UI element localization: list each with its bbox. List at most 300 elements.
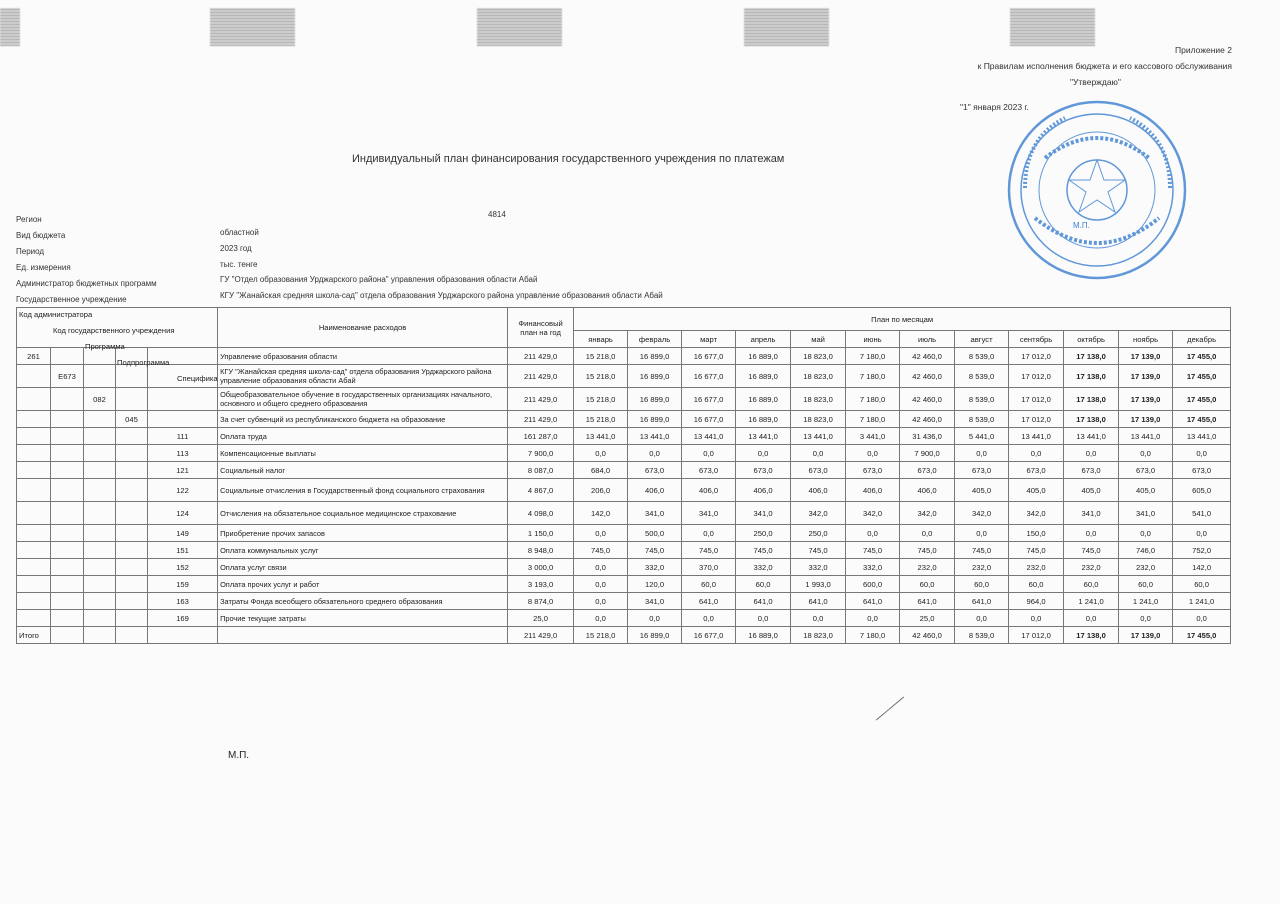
month-value-cell: 341,0 (1119, 502, 1173, 525)
month-value-cell: 0,0 (955, 525, 1009, 542)
code-cell (116, 462, 148, 479)
total-month-cell: 16 677,0 (682, 627, 736, 644)
month-value-cell: 745,0 (791, 542, 846, 559)
code-cell: 082 (84, 388, 116, 411)
month-header: июль (900, 331, 955, 348)
document-title: Индивидуальный план финансирования государственного учреждения по платежам (352, 153, 785, 165)
total-year-cell: 211 429,0 (508, 627, 574, 644)
month-value-cell: 745,0 (900, 542, 955, 559)
code-cell: 113 (148, 445, 218, 462)
month-value-cell: 7 180,0 (846, 411, 900, 428)
month-value-cell: 17 012,0 (1009, 388, 1064, 411)
month-value-cell: 641,0 (682, 593, 736, 610)
month-value-cell: 17 455,0 (1173, 365, 1231, 388)
month-value-cell: 7 900,0 (900, 445, 955, 462)
table-row (17, 479, 1231, 502)
month-value-cell: 0,0 (1173, 445, 1231, 462)
code-header-program: Программа (85, 342, 125, 351)
meta-label-period: Период (16, 247, 45, 256)
month-value-cell: 0,0 (791, 610, 846, 627)
code-cell (116, 365, 148, 388)
code-cell (51, 542, 84, 559)
year-total-cell: 4 867,0 (508, 479, 574, 502)
month-value-cell: 0,0 (682, 445, 736, 462)
name-header: Наименование расходов (218, 308, 508, 348)
total-month-cell: 7 180,0 (846, 627, 900, 644)
month-value-cell: 250,0 (791, 525, 846, 542)
expense-name-cell: Оплата прочих услуг и работ (218, 576, 508, 593)
code-cell (51, 388, 84, 411)
code-cell (51, 593, 84, 610)
code-cell (17, 462, 51, 479)
scan-artifact (1010, 8, 1095, 46)
month-value-cell: 405,0 (1064, 479, 1119, 502)
expense-name-cell: Оплата коммунальных услуг (218, 542, 508, 559)
month-value-cell: 13 441,0 (1009, 428, 1064, 445)
table-row (17, 593, 1231, 610)
month-value-cell: 605,0 (1173, 479, 1231, 502)
month-value-cell: 673,0 (736, 462, 791, 479)
meta-label-institution: Государственное учреждение (16, 295, 127, 304)
month-header: май (791, 331, 846, 348)
code-cell (51, 479, 84, 502)
month-value-cell: 16 889,0 (736, 365, 791, 388)
meta-value-administrator: ГУ "Отдел образования Урджарского района" управления образования области Абай (220, 275, 538, 284)
table-row (17, 576, 1231, 593)
year-total-cell: 211 429,0 (508, 411, 574, 428)
code-cell (84, 445, 116, 462)
month-value-cell: 0,0 (1119, 445, 1173, 462)
pen-mark (876, 697, 904, 721)
month-value-cell: 0,0 (846, 445, 900, 462)
table-row (17, 610, 1231, 627)
month-value-cell: 13 441,0 (628, 428, 682, 445)
code-header-admin: Код администратора (19, 310, 93, 319)
code-cell (17, 428, 51, 445)
month-value-cell: 7 180,0 (846, 348, 900, 365)
table-row (17, 542, 1231, 559)
code-cell (84, 525, 116, 542)
month-value-cell: 232,0 (900, 559, 955, 576)
month-value-cell: 745,0 (955, 542, 1009, 559)
month-header: июнь (846, 331, 900, 348)
month-value-cell: 17 139,0 (1119, 348, 1173, 365)
month-value-cell: 745,0 (574, 542, 628, 559)
code-cell (116, 593, 148, 610)
code-cell (116, 388, 148, 411)
month-value-cell: 1 241,0 (1173, 593, 1231, 610)
month-value-cell: 0,0 (791, 445, 846, 462)
code-cell (84, 559, 116, 576)
year-total-cell: 8 948,0 (508, 542, 574, 559)
month-header: март (682, 331, 736, 348)
month-value-cell: 17 455,0 (1173, 411, 1231, 428)
month-value-cell: 641,0 (846, 593, 900, 610)
month-value-cell: 0,0 (574, 610, 628, 627)
month-value-cell: 5 441,0 (955, 428, 1009, 445)
month-value-cell: 745,0 (1064, 542, 1119, 559)
month-value-cell: 673,0 (628, 462, 682, 479)
scan-artifact (210, 8, 295, 46)
month-value-cell: 341,0 (628, 593, 682, 610)
year-total-cell: 161 287,0 (508, 428, 574, 445)
month-value-cell: 406,0 (736, 479, 791, 502)
table-row (17, 445, 1231, 462)
code-cell: 163 (148, 593, 218, 610)
month-value-cell: 332,0 (628, 559, 682, 576)
month-value-cell: 250,0 (736, 525, 791, 542)
financing-plan-table (16, 307, 1231, 644)
total-month-cell: 16 889,0 (736, 627, 791, 644)
approve-date: "1" января 2023 г. (960, 102, 1029, 112)
month-value-cell: 15 218,0 (574, 348, 628, 365)
code-cell (116, 502, 148, 525)
code-cell: 124 (148, 502, 218, 525)
approve-label: "Утверждаю" (1070, 77, 1121, 87)
month-value-cell: 142,0 (574, 502, 628, 525)
month-value-cell: 405,0 (955, 479, 1009, 502)
code-cell (51, 610, 84, 627)
month-value-cell: 16 677,0 (682, 348, 736, 365)
month-value-cell: 0,0 (1009, 610, 1064, 627)
code-cell (51, 348, 84, 365)
month-header: декабрь (1173, 331, 1231, 348)
month-value-cell: 13 441,0 (1173, 428, 1231, 445)
expense-name-cell: Отчисления на обязательное социальное медицинское страхование (218, 502, 508, 525)
month-value-cell: 406,0 (791, 479, 846, 502)
month-value-cell: 17 138,0 (1064, 348, 1119, 365)
code-cell (51, 525, 84, 542)
month-value-cell: 745,0 (682, 542, 736, 559)
month-value-cell: 17 012,0 (1009, 365, 1064, 388)
month-value-cell: 18 823,0 (791, 365, 846, 388)
month-value-cell: 15 218,0 (574, 365, 628, 388)
month-value-cell: 964,0 (1009, 593, 1064, 610)
code-cell (84, 610, 116, 627)
table-row (17, 428, 1231, 445)
month-value-cell: 641,0 (955, 593, 1009, 610)
month-value-cell: 673,0 (682, 462, 736, 479)
code-cell (17, 479, 51, 502)
month-value-cell: 745,0 (846, 542, 900, 559)
expense-name-cell: Социальный налог (218, 462, 508, 479)
month-value-cell: 60,0 (900, 576, 955, 593)
month-value-cell: 60,0 (1009, 576, 1064, 593)
scan-artifact (744, 8, 829, 46)
month-value-cell: 17 455,0 (1173, 388, 1231, 411)
empty-cell (116, 627, 148, 644)
month-value-cell: 17 012,0 (1009, 348, 1064, 365)
month-value-cell: 13 441,0 (574, 428, 628, 445)
month-header: август (955, 331, 1009, 348)
total-month-cell: 17 139,0 (1119, 627, 1173, 644)
month-value-cell: 0,0 (682, 610, 736, 627)
month-value-cell: 332,0 (846, 559, 900, 576)
month-value-cell: 16 889,0 (736, 411, 791, 428)
expense-name-cell: Затраты Фонда всеобщего обязательного среднего образования (218, 593, 508, 610)
months-header: План по месяцам (574, 308, 1231, 331)
month-value-cell: 0,0 (574, 593, 628, 610)
month-value-cell: 0,0 (574, 576, 628, 593)
code-cell: 111 (148, 428, 218, 445)
expense-name-cell: Оплата услуг связи (218, 559, 508, 576)
month-value-cell: 17 138,0 (1064, 411, 1119, 428)
month-value-cell: 0,0 (1064, 610, 1119, 627)
month-value-cell: 500,0 (628, 525, 682, 542)
meta-label-budget-type: Вид бюджета (16, 231, 66, 240)
code-cell (17, 610, 51, 627)
code-header-subprogram: Подпрограмма (117, 358, 170, 367)
month-value-cell: 342,0 (791, 502, 846, 525)
total-month-cell: 17 138,0 (1064, 627, 1119, 644)
month-value-cell: 142,0 (1173, 559, 1231, 576)
code-cell (17, 365, 51, 388)
month-value-cell: 0,0 (1173, 610, 1231, 627)
month-value-cell: 541,0 (1173, 502, 1231, 525)
month-value-cell: 16 899,0 (628, 388, 682, 411)
month-value-cell: 8 539,0 (955, 411, 1009, 428)
month-value-cell: 342,0 (846, 502, 900, 525)
meta-label-unit: Ед. измерения (16, 263, 71, 272)
code-cell (84, 593, 116, 610)
total-label-cell: Итого (17, 627, 51, 644)
expense-name-cell: Оплата труда (218, 428, 508, 445)
month-value-cell: 16 677,0 (682, 365, 736, 388)
month-value-cell: 0,0 (1119, 525, 1173, 542)
code-cell (148, 388, 218, 411)
code-cell (84, 542, 116, 559)
month-value-cell: 0,0 (955, 610, 1009, 627)
month-value-cell: 341,0 (1064, 502, 1119, 525)
month-value-cell: 42 460,0 (900, 411, 955, 428)
month-value-cell: 17 139,0 (1119, 411, 1173, 428)
code-cell (51, 428, 84, 445)
month-value-cell: 332,0 (791, 559, 846, 576)
code-cell (17, 593, 51, 610)
month-value-cell: 17 455,0 (1173, 348, 1231, 365)
month-value-cell: 120,0 (628, 576, 682, 593)
expense-name-cell: За счет субвенций из республиканского бюджета на образование (218, 411, 508, 428)
code-cell: 151 (148, 542, 218, 559)
scan-artifact (477, 8, 562, 46)
year-total-cell: 7 900,0 (508, 445, 574, 462)
month-value-cell: 15 218,0 (574, 388, 628, 411)
month-value-cell: 232,0 (1119, 559, 1173, 576)
code-cell: 169 (148, 610, 218, 627)
month-value-cell: 1 993,0 (791, 576, 846, 593)
meta-value-budget-type: областной (220, 228, 259, 237)
month-value-cell: 673,0 (955, 462, 1009, 479)
code-cell (17, 411, 51, 428)
code-cell (116, 445, 148, 462)
code-cell (84, 462, 116, 479)
code-header-specific: Специфика (177, 374, 218, 383)
month-value-cell: 7 180,0 (846, 365, 900, 388)
month-value-cell: 673,0 (1064, 462, 1119, 479)
year-total-cell: 211 429,0 (508, 365, 574, 388)
year-total-cell: 3 193,0 (508, 576, 574, 593)
empty-cell (218, 627, 508, 644)
month-value-cell: 232,0 (1009, 559, 1064, 576)
code-cell: 122 (148, 479, 218, 502)
month-value-cell: 0,0 (628, 445, 682, 462)
code-cell (51, 576, 84, 593)
month-value-cell: 0,0 (574, 445, 628, 462)
empty-cell (51, 627, 84, 644)
month-value-cell: 13 441,0 (1064, 428, 1119, 445)
month-value-cell: 150,0 (1009, 525, 1064, 542)
code-number: 4814 (488, 210, 506, 219)
year-total-cell: 4 098,0 (508, 502, 574, 525)
month-value-cell: 341,0 (736, 502, 791, 525)
expense-name-cell: Социальные отчисления в Государственный фонд социального страхования (218, 479, 508, 502)
month-value-cell: 0,0 (574, 525, 628, 542)
meta-value-unit: тыс. тенге (220, 260, 258, 269)
total-month-cell: 17 012,0 (1009, 627, 1064, 644)
code-cell (17, 388, 51, 411)
month-value-cell: 673,0 (1173, 462, 1231, 479)
code-cell: E673 (51, 365, 84, 388)
month-value-cell: 745,0 (628, 542, 682, 559)
expense-name-cell: Прочие текущие затраты (218, 610, 508, 627)
month-value-cell: 232,0 (955, 559, 1009, 576)
table-header-row (17, 308, 1231, 331)
code-cell (84, 576, 116, 593)
expense-name-cell: Компенсационные выплаты (218, 445, 508, 462)
year-total-cell: 8 874,0 (508, 593, 574, 610)
month-header: октябрь (1064, 331, 1119, 348)
code-cell (84, 428, 116, 445)
month-value-cell: 0,0 (736, 445, 791, 462)
month-value-cell: 406,0 (846, 479, 900, 502)
month-value-cell: 370,0 (682, 559, 736, 576)
expense-name-cell: Управление образования области (218, 348, 508, 365)
meta-label-administrator: Администратор бюджетных программ (16, 279, 157, 288)
month-header: сентябрь (1009, 331, 1064, 348)
month-value-cell: 342,0 (955, 502, 1009, 525)
month-value-cell: 60,0 (1064, 576, 1119, 593)
meta-value-period: 2023 год (220, 244, 252, 253)
month-value-cell: 16 677,0 (682, 388, 736, 411)
month-value-cell: 0,0 (736, 610, 791, 627)
month-value-cell: 16 899,0 (628, 411, 682, 428)
month-value-cell: 745,0 (736, 542, 791, 559)
year-total-cell: 3 000,0 (508, 559, 574, 576)
year-total-cell: 211 429,0 (508, 348, 574, 365)
code-cell: 121 (148, 462, 218, 479)
empty-cell (84, 627, 116, 644)
month-value-cell: 17 138,0 (1064, 388, 1119, 411)
month-value-cell: 13 441,0 (736, 428, 791, 445)
code-cell (116, 542, 148, 559)
month-value-cell: 13 441,0 (682, 428, 736, 445)
code-header-institution: Код государственного учреждения (53, 326, 175, 335)
year-header: Финансовый план на год (508, 308, 574, 348)
month-value-cell: 232,0 (1064, 559, 1119, 576)
month-value-cell: 13 441,0 (791, 428, 846, 445)
month-value-cell: 0,0 (1064, 525, 1119, 542)
code-cell (84, 365, 116, 388)
code-cell (17, 576, 51, 593)
expense-name-cell: КГУ "Жанайская средняя школа-сад" отдела образования Урджарского района управление образования области Абай (218, 365, 508, 388)
total-row (17, 627, 1231, 644)
expense-name-cell: Приобретение прочих запасов (218, 525, 508, 542)
month-value-cell: 341,0 (682, 502, 736, 525)
month-header: апрель (736, 331, 791, 348)
month-value-cell: 0,0 (846, 610, 900, 627)
code-cell (51, 462, 84, 479)
month-value-cell: 406,0 (900, 479, 955, 502)
meta-value-institution: КГУ "Жанайская средняя школа-сад" отдела образования Урджарского района управление образования области Абай (220, 291, 663, 300)
month-value-cell: 332,0 (736, 559, 791, 576)
month-value-cell: 60,0 (1119, 576, 1173, 593)
month-value-cell: 18 823,0 (791, 388, 846, 411)
month-value-cell: 60,0 (955, 576, 1009, 593)
code-cell: 152 (148, 559, 218, 576)
month-value-cell: 641,0 (900, 593, 955, 610)
code-cell (84, 479, 116, 502)
table-row (17, 411, 1231, 428)
code-cell (17, 542, 51, 559)
month-value-cell: 16 889,0 (736, 388, 791, 411)
month-value-cell: 18 823,0 (791, 411, 846, 428)
month-value-cell: 42 460,0 (900, 365, 955, 388)
month-value-cell: 18 823,0 (791, 348, 846, 365)
empty-cell (148, 627, 218, 644)
code-cell (17, 502, 51, 525)
appendix-label: Приложение 2 (1175, 45, 1232, 55)
month-value-cell: 0,0 (1173, 525, 1231, 542)
month-value-cell: 31 436,0 (900, 428, 955, 445)
month-header: ноябрь (1119, 331, 1173, 348)
table-row (17, 462, 1231, 479)
month-value-cell: 16 889,0 (736, 348, 791, 365)
month-value-cell: 342,0 (1009, 502, 1064, 525)
month-value-cell: 745,0 (1009, 542, 1064, 559)
year-total-cell: 1 150,0 (508, 525, 574, 542)
code-cell (116, 610, 148, 627)
month-value-cell: 7 180,0 (846, 388, 900, 411)
month-value-cell: 684,0 (574, 462, 628, 479)
code-cell: 261 (17, 348, 51, 365)
code-cell (17, 559, 51, 576)
month-value-cell: 0,0 (846, 525, 900, 542)
month-value-cell: 17 012,0 (1009, 411, 1064, 428)
month-value-cell: 60,0 (682, 576, 736, 593)
month-value-cell: 0,0 (1009, 445, 1064, 462)
code-cell (17, 525, 51, 542)
month-value-cell: 600,0 (846, 576, 900, 593)
total-month-cell: 15 218,0 (574, 627, 628, 644)
month-value-cell: 16 899,0 (628, 348, 682, 365)
footer-mp-label: М.П. (228, 750, 250, 761)
table-row (17, 502, 1231, 525)
total-month-cell: 17 455,0 (1173, 627, 1231, 644)
code-cell (116, 428, 148, 445)
code-cell (84, 502, 116, 525)
month-value-cell: 60,0 (736, 576, 791, 593)
code-cell (51, 559, 84, 576)
month-value-cell: 641,0 (736, 593, 791, 610)
table-row (17, 348, 1231, 365)
stamp-mp-label: М.П. (1073, 221, 1090, 230)
month-value-cell: 341,0 (628, 502, 682, 525)
month-value-cell: 8 539,0 (955, 388, 1009, 411)
month-value-cell: 8 539,0 (955, 365, 1009, 388)
total-month-cell: 16 899,0 (628, 627, 682, 644)
month-value-cell: 752,0 (1173, 542, 1231, 559)
month-value-cell: 3 441,0 (846, 428, 900, 445)
